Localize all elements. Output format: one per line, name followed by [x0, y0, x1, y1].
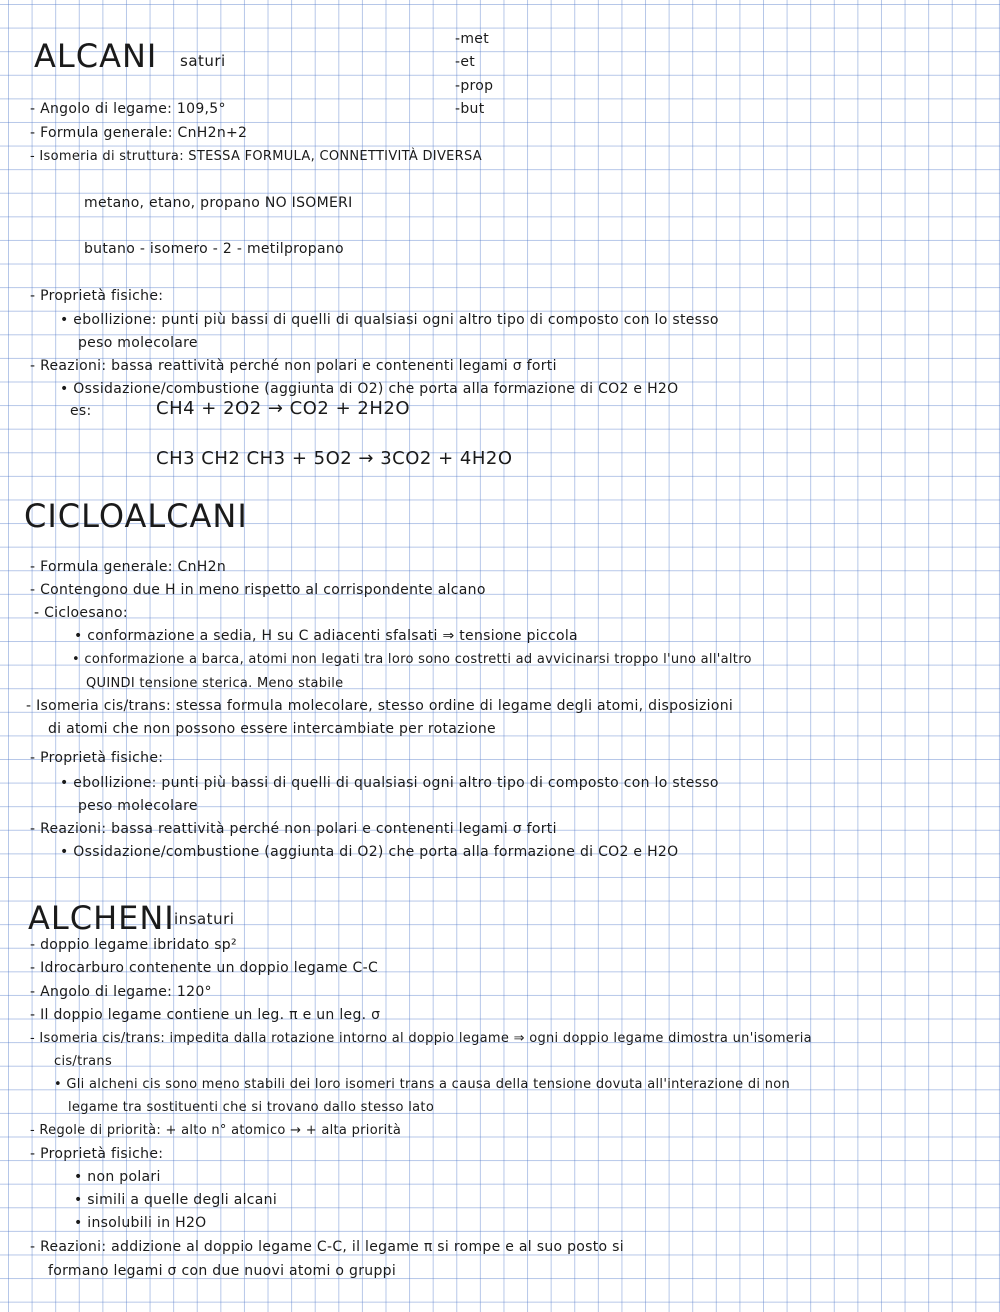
alcheni-simili: • simili a quelle degli alcani	[74, 1192, 278, 1208]
alcheni-regole: - Regole di priorità: + alto n° atomico → + alta priorità	[30, 1123, 402, 1138]
alcheni-reazioni-2: formano legami σ con due nuovi atomi o gruppi	[48, 1263, 397, 1279]
alcani-es-label: es:	[70, 403, 92, 419]
alcani-title: ALCANI	[34, 37, 158, 75]
cicloalcani-proprieta: - Proprietà fisiche:	[30, 750, 164, 766]
cicloalcani-title: CICLOALCANI	[24, 497, 248, 535]
alcheni-angle: - Angolo di legame: 120°	[30, 984, 212, 1000]
alcani-butano: butano - isomero - 2 - metilpropano	[84, 241, 344, 257]
cicloalcani-isomeria: - Isomeria cis/trans: stessa formula molecolare, stesso ordine di legame degli atomi, disposizioni	[26, 698, 734, 714]
alcheni-contiene: - Il doppio legame contiene un leg. π e un leg. σ	[30, 1007, 381, 1023]
cicloalcani-ossidazione: • Ossidazione/combustione (aggiunta di O2) che porta alla formazione di CO2 e H2O	[60, 844, 679, 860]
alcani-formula: - Formula generale: CnH2n+2	[30, 125, 248, 141]
alcheni-proprieta: - Proprietà fisiche:	[30, 1146, 164, 1162]
cicloalcani-contengono: - Contengono due H in meno rispetto al corrispondente alcano	[30, 582, 486, 598]
alcheni-cis: • Gli alcheni cis sono meno stabili dei loro isomeri trans a causa della tensione dovuta all'interazione di non	[54, 1077, 791, 1092]
alcheni-reazioni: - Reazioni: addizione al doppio legame C-C, il legame π si rompe e al suo posto si	[30, 1239, 624, 1255]
alcani-ebollizione-2: peso molecolare	[78, 335, 198, 351]
alcheni-insolubili: • insolubili in H2O	[74, 1215, 207, 1231]
cicloalcani-isomeria-2: di atomi che non possono essere intercambiate per rotazione	[48, 721, 496, 737]
cicloalcani-formula: - Formula generale: CnH2n	[30, 559, 227, 575]
cicloalcani-barca-2: QUINDI tensione sterica. Meno stabile	[86, 676, 344, 691]
alcani-ebollizione: • ebollizione: punti più bassi di quelli di qualsiasi ogni altro tipo di composto con lo stesso	[60, 312, 719, 328]
cicloalcani-reazioni: - Reazioni: bassa reattività perché non polari e contenenti legami σ forti	[30, 821, 557, 837]
cicloalcani-barca: • conformazione a barca, atomi non legati tra loro sono costretti ad avvicinarsi troppo l'uno all'altro	[72, 652, 752, 667]
cicloalcani-ebollizione: • ebollizione: punti più bassi di quelli di qualsiasi ogni altro tipo di composto con lo stesso	[60, 775, 719, 791]
alcani-subtitle: saturi	[180, 52, 226, 70]
alcani-no-isomeri: metano, etano, propano NO ISOMERI	[84, 195, 353, 211]
prefix-et: -et	[455, 54, 476, 70]
alcani-proprieta: - Proprietà fisiche:	[30, 288, 164, 304]
alcheni-idrocarburo: - Idrocarburo contenente un doppio legame C-C	[30, 960, 379, 976]
cicloalcani-ebollizione-2: peso molecolare	[78, 798, 198, 814]
alcheni-title: ALCHENI	[28, 899, 175, 937]
alcani-equation-1: CH4 + 2O2 → CO2 + 2H2O	[156, 398, 410, 419]
alcheni-subtitle: insaturi	[174, 910, 235, 928]
alcheni-isomeria-2: cis/trans	[54, 1054, 113, 1069]
alcani-isomeria: - Isomeria di struttura: STESSA FORMULA, CONNETTIVITÀ DIVERSA	[30, 149, 482, 164]
alcani-angle: - Angolo di legame: 109,5°	[30, 101, 226, 117]
alcheni-doppio: - doppio legame ibridato sp²	[30, 937, 237, 953]
cicloalcani-cicloesano: - Cicloesano:	[34, 605, 128, 621]
alcheni-non-polari: • non polari	[74, 1169, 161, 1185]
prefix-prop: -prop	[455, 78, 494, 94]
alcani-reazioni: - Reazioni: bassa reattività perché non polari e contenenti legami σ forti	[30, 358, 557, 374]
alcani-equation-2: CH3 CH2 CH3 + 5O2 → 3CO2 + 4H2O	[156, 448, 513, 469]
alcheni-cis-2: legame tra sostituenti che si trovano dallo stesso lato	[68, 1100, 435, 1115]
cicloalcani-sedia: • conformazione a sedia, H su C adiacenti sfalsati ⇒ tensione piccola	[74, 628, 578, 644]
alcheni-isomeria: - Isomeria cis/trans: impedita dalla rotazione intorno al doppio legame ⇒ ogni doppio legame dimostra un'isomeria	[30, 1031, 812, 1046]
prefix-but: -but	[455, 101, 485, 117]
alcani-ossidazione: • Ossidazione/combustione (aggiunta di O2) che porta alla formazione di CO2 e H2O	[60, 381, 679, 397]
prefix-met: -met	[455, 31, 489, 47]
